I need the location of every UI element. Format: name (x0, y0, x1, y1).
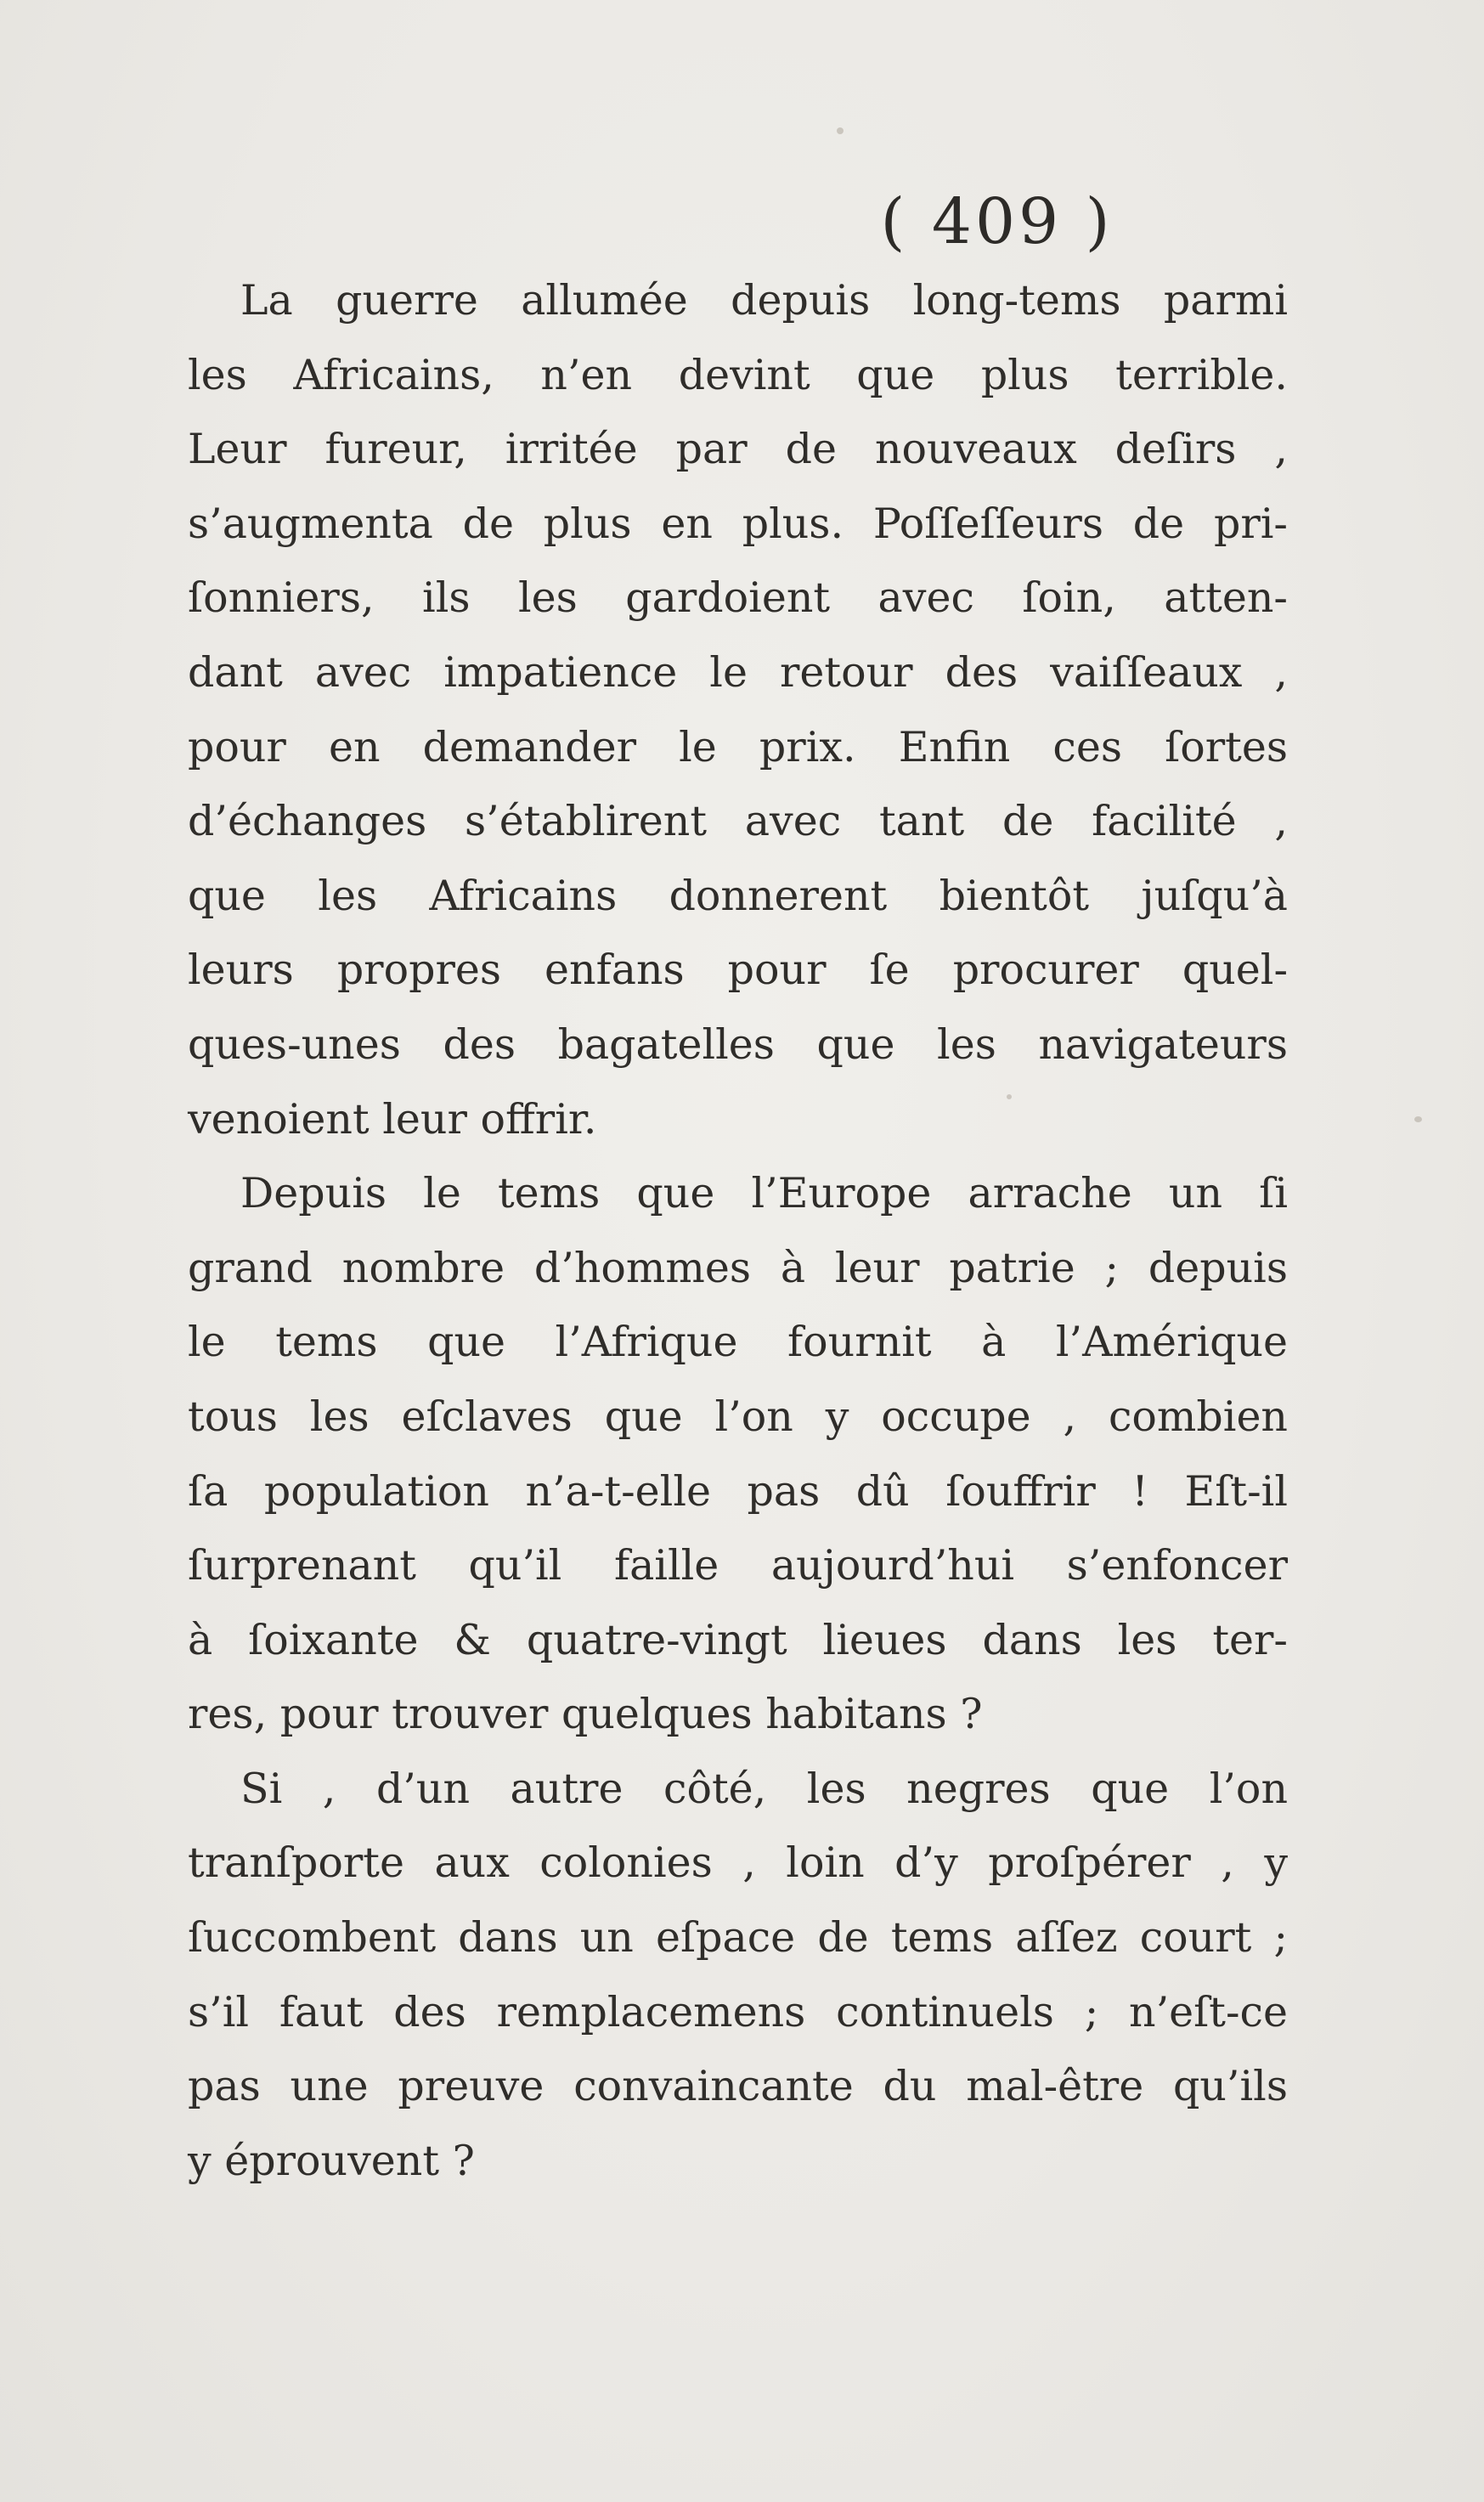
paragraph (188, 1156, 1288, 1752)
text-line: leurs propres enfans pour ſe procurer quel- (188, 946, 1288, 995)
text-line: les Africains, n’en devint que plus terrible. (188, 350, 1288, 399)
page-header (0, 185, 1484, 258)
paragraph (188, 263, 1288, 1156)
text-line: res, pour trouver quelques habitans ? (188, 1690, 983, 1739)
page-number: ( 409 ) (880, 185, 1114, 258)
text-line: Leur fureur, irritée par de nouveaux deſirs , (188, 425, 1288, 474)
text-line: pour en demander le prix. Enfin ces ſortes (188, 722, 1288, 771)
paper-speck (1414, 1116, 1422, 1122)
paragraph (188, 1752, 1288, 2199)
text-line: ſurprenant qu’il faille aujourd’hui s’enfoncer (188, 1541, 1288, 1590)
paper-speck (837, 127, 844, 134)
text-line: ſuccombent dans un eſpace de tems aſſez court ; (188, 1913, 1288, 1963)
text-line: tranſporte aux colonies , loin d’y proſpérer , y (188, 1838, 1288, 1888)
body-text (188, 263, 1288, 2198)
text-line: ques-unes des bagatelles que les navigateurs (188, 1019, 1288, 1069)
text-line: que les Africains donnerent bientôt juſqu’à (188, 871, 1288, 920)
text-line: venoient leur offrir. (188, 1094, 597, 1144)
text-line: le tems que l’Afrique fournit à l’Amérique (188, 1318, 1288, 1367)
text-line: d’échanges s’établirent avec tant de facilité , (188, 797, 1288, 846)
text-line: s’augmenta de plus en plus. Poſſeſſeurs de pri- (188, 499, 1288, 548)
text-line: à ſoixante & quatre-vingt lieues dans les ter- (188, 1615, 1288, 1664)
text-line: y éprouvent ? (188, 2136, 475, 2185)
text-line: Depuis le tems que l’Europe arrache un ſi (240, 1169, 1288, 1218)
text-line: La guerre allumée depuis long-tems parmi (240, 276, 1288, 325)
text-line: Si , d’un autre côté, les negres que l’on (240, 1764, 1288, 1813)
text-line: pas une preuve convaincante du mal-être qu’ils (188, 2062, 1288, 2111)
text-line: tous les eſclaves que l’on y occupe , combien (188, 1392, 1288, 1441)
text-line: ſonniers, ils les gardoient avec ſoin, atten- (188, 573, 1288, 623)
text-line: grand nombre d’hommes à leur patrie ; depuis (188, 1243, 1288, 1292)
text-line: s’il faut des remplacemens continuels ; n’eſt-ce (188, 1987, 1288, 2036)
text-line: ſa population n’a-t-elle pas dû ſouffrir ! Eſt-il (188, 1466, 1288, 1516)
text-line: dant avec impatience le retour des vaiſſeaux , (188, 647, 1288, 697)
